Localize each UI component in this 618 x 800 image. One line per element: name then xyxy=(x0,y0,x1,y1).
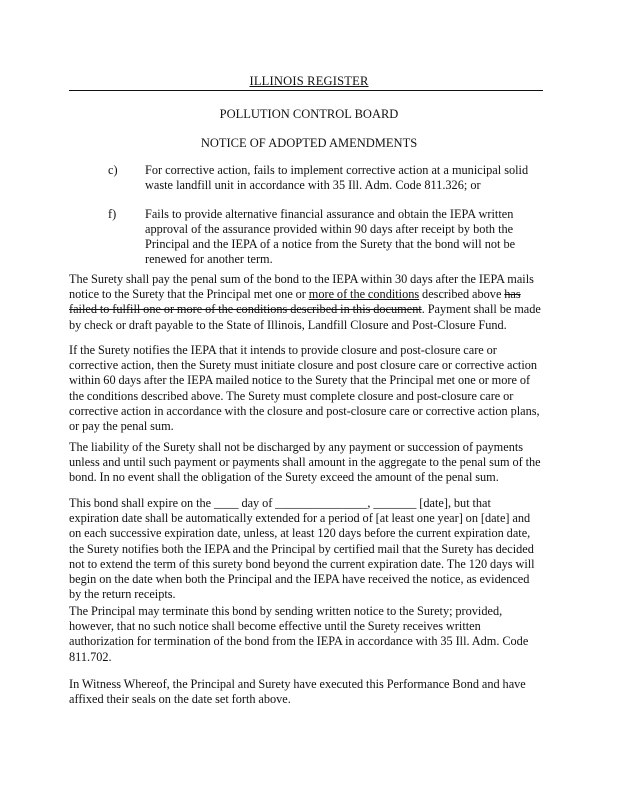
register-title xyxy=(0,74,618,89)
header-rule xyxy=(69,90,543,91)
list-item-marker: c) xyxy=(108,163,118,177)
agency-heading: POLLUTION CONTROL BOARD xyxy=(219,107,399,121)
notice-heading: NOTICE OF ADOPTED AMENDMENTS xyxy=(200,136,418,150)
list-item-text: Fails to provide alternative financial assurance and obtain the IEPA written approval of the assurance provided within 90 days after receipt by both the Principal and the IEPA of a notice from the Surety that the bond will not be renewed for another term. xyxy=(145,207,516,266)
paragraph-surety-notice: If the Surety notifies the IEPA that it intends to provide closure and post-closure care or corrective action, then the Surety must initiate closure and post closure care or corrective action within 60 days after the IEPA mailed notice to the Surety that the Principal met one or more of the conditions described above. The Surety must complete closure and post-closure care or corrective action in accordance with the closure and post-closure care or corrective action plans, or pay the penal sum. xyxy=(69,343,540,434)
paragraph-liability: The liability of the Surety shall not be discharged by any payment or succession of payments unless and until such payment or payments shall amount in the aggregate to the penal sum of the bond. In no event shall the obligation of the Surety exceed the amount of the penal sum. xyxy=(69,440,541,485)
paragraph-text: The Surety shall pay the penal sum of the bond to the IEPA within 30 days after the IEPA mails notice to the Surety that the Principal met one or xyxy=(69,272,534,302)
paragraph-text: described above xyxy=(419,287,502,302)
paragraph-text: . Payment shall be made by check or draft payable to the State of Illinois, Landfill Closure and Post-Closure Fund. xyxy=(69,302,541,332)
list-item-marker: f) xyxy=(108,207,117,221)
paragraph-termination: The Principal may terminate this bond by sending written notice to the Surety; provided, however, that no such notice shall become effective until the Surety receives written authorization for termination of the bond from the IEPA in accordance with 35 Ill. Adm. Code 811.702. xyxy=(69,604,529,664)
list-item-text: For corrective action, fails to implement corrective action at a municipal solid waste landfill unit in accordance with 35 Ill. Adm. Code 811.326; or xyxy=(145,163,529,192)
paragraph-penal-sum xyxy=(69,272,543,333)
deleted-text: has failed to fulfill one or more of the conditions described in this document xyxy=(69,287,521,317)
paragraph-witness: In Witness Whereof, the Principal and Surety have executed this Performance Bond and have affixed their seals on the date set forth above. xyxy=(69,677,526,707)
register-title-text: ILLINOIS REGISTER xyxy=(249,74,369,88)
paragraph-expiration: This bond shall expire on the ____ day of _______________, _______ [date], but that expiration date shall be automatically extended for a period of [at least one year] on [date] and on each successive expiration date, unless, at least 120 days before the current expiration date, the Surety notifies both the IEPA and the Principal by certified mail that the Surety has decided not to extend the term of this surety bond beyond the current expiration date. The 120 days will begin on the date when both the Principal and the IEPA have received the notice, as evidenced by the return receipts. xyxy=(69,496,535,602)
inserted-text: more of the conditions xyxy=(308,287,420,302)
